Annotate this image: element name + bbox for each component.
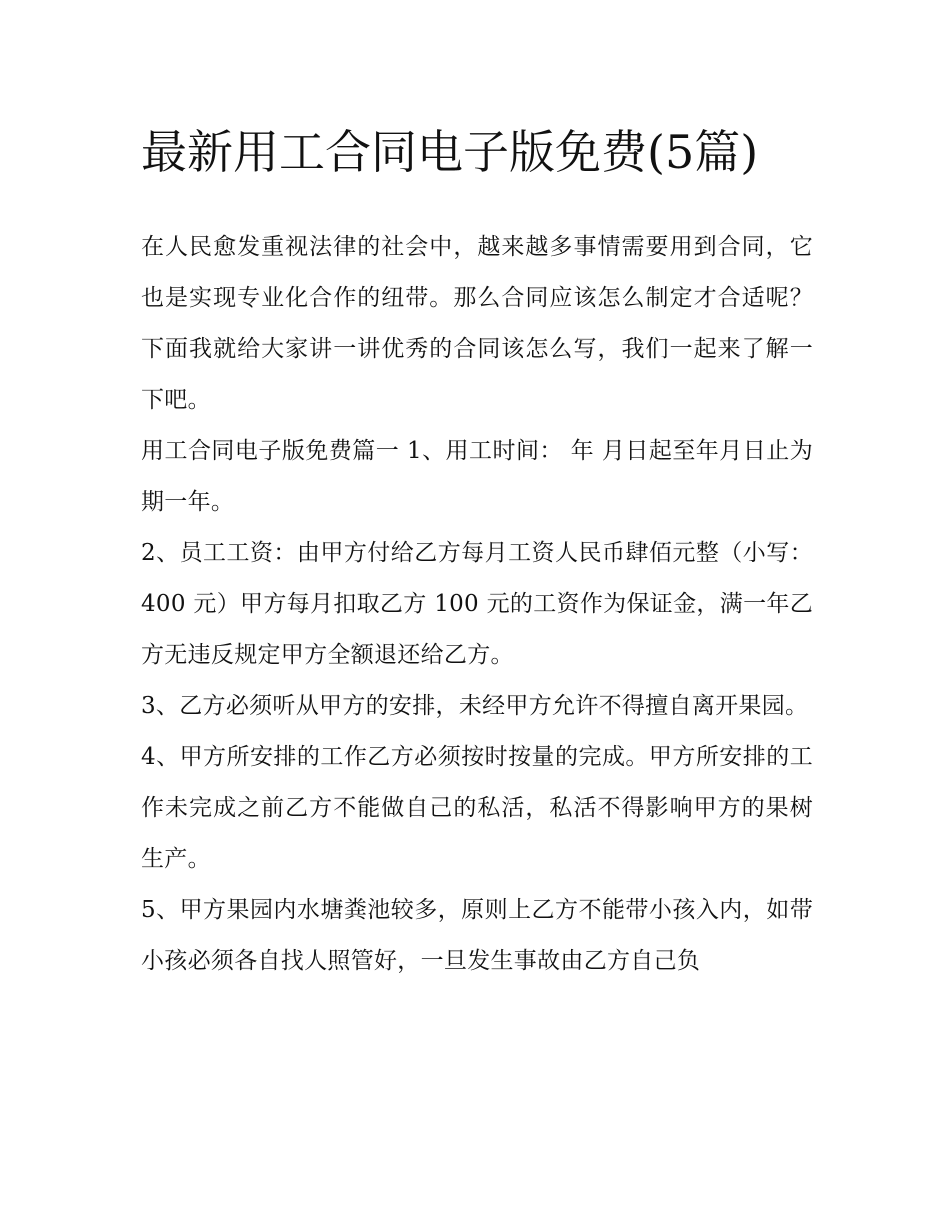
document-body: [141, 222, 813, 987]
clause-2-paragraph: 2、员工工资：由甲方付给乙方每月工资人民币肆佰元整（小写：400 元）甲方每月扣取乙方 100 元的工资作为保证金，满一年乙方无违反规定甲方全额退还给乙方。: [141, 540, 813, 668]
clause-5-paragraph: 5、甲方果园内水塘粪池较多，原则上乙方不能带小孩入内，如带小孩必须各自找人照管好，一旦发生事故由乙方自己负: [141, 897, 813, 974]
clause-4-paragraph: 4、甲方所安排的工作乙方必须按时按量的完成。甲方所安排的工作未完成之前乙方不能做自己的私活，私活不得影响甲方的果树生产。: [141, 744, 813, 872]
document-content: [141, 112, 813, 987]
clause-3-paragraph: 3、乙方必须听从甲方的安排，未经甲方允许不得擅自离开果园。: [141, 693, 809, 719]
clause-1-paragraph: 用工合同电子版免费篇一 1、用工时间： 年 月日起至年月日止为期一年。: [141, 438, 813, 515]
intro-paragraph: 在人民愈发重视法律的社会中，越来越多事情需要用到合同，它也是实现专业化合作的纽带。那么合同应该怎么制定才合适呢？下面我就给大家讲一讲优秀的合同该怎么写，我们一起来了解一下吧。: [141, 234, 813, 413]
document-title: 最新用工合同电子版免费(5篇): [141, 125, 759, 179]
